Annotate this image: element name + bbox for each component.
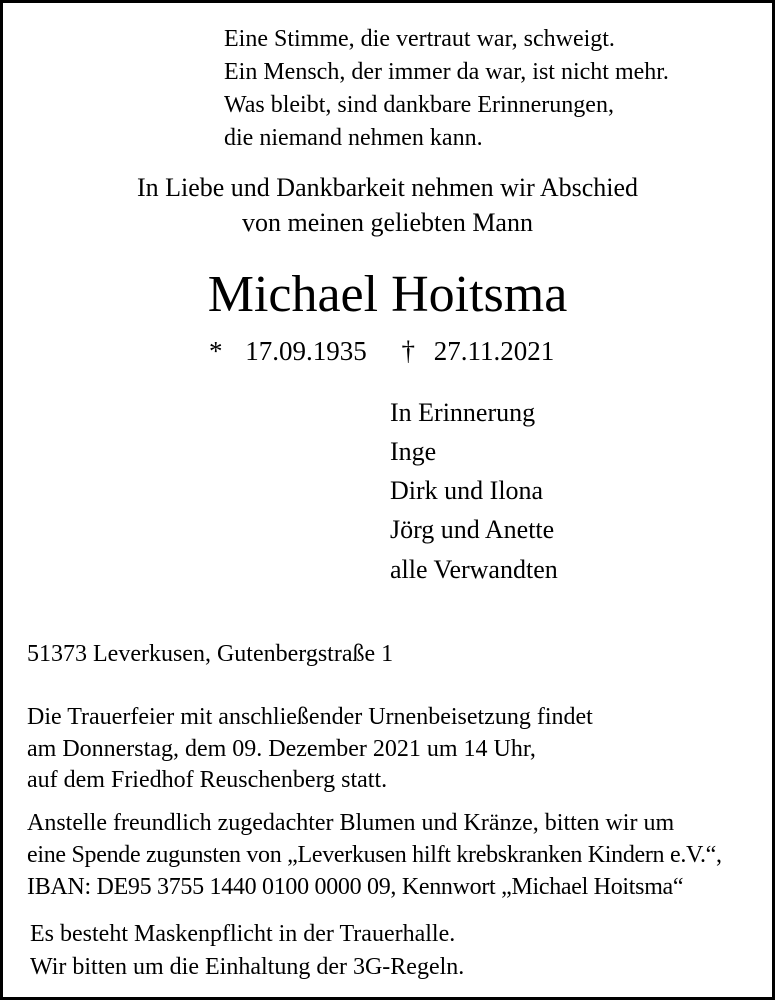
death-date: 27.11.2021 [433, 336, 555, 366]
intro-line: von meinen geliebten Mann [242, 208, 533, 237]
donation-line: Anstelle freundlich zugedachter Blumen und Kränze, bitten wir um [27, 810, 675, 836]
donation-line: IBAN: DE95 3755 1440 0100 0000 09, Kennwort „Michael Hoitsma“ [27, 874, 684, 900]
covid-line: Wir bitten um die Einhaltung der 3G-Regeln. [30, 954, 465, 980]
death-symbol: † [401, 336, 415, 366]
poem-line: Ein Mensch, der immer da war, ist nicht mehr. [224, 59, 669, 85]
mourner-line: Jörg und Anette [390, 515, 555, 544]
mourner-line: In Erinnerung [390, 398, 536, 427]
mourner-line: Inge [390, 437, 437, 466]
intro-line: In Liebe und Dankbarkeit nehmen wir Abschied [136, 173, 639, 202]
deceased-name: Michael Hoitsma [207, 266, 568, 323]
birth-date: 17.09.1935 [245, 336, 367, 366]
covid-line: Es besteht Maskenpflicht in der Trauerhalle. [30, 921, 456, 947]
address: 51373 Leverkusen, Gutenbergstraße 1 [27, 641, 394, 667]
poem-line: Eine Stimme, die vertraut war, schweigt. [224, 26, 615, 52]
mourner-line: Dirk und Ilona [390, 476, 544, 505]
life-dates [209, 336, 554, 367]
mourner-line: alle Verwandten [390, 555, 558, 584]
birth-symbol: * [209, 336, 223, 366]
ceremony-line: auf dem Friedhof Reuschenberg statt. [27, 767, 388, 793]
poem-line: Was bleibt, sind dankbare Erinnerungen, [224, 92, 614, 118]
poem-line: die niemand nehmen kann. [224, 125, 483, 151]
donation-line: eine Spende zugunsten von „Leverkusen hilft krebskranken Kindern e.V.“, [27, 842, 722, 868]
ceremony-line: Die Trauerfeier mit anschließender Urnenbeisetzung findet [27, 704, 593, 730]
ceremony-line: am Donnerstag, dem 09. Dezember 2021 um 14 Uhr, [27, 736, 536, 762]
